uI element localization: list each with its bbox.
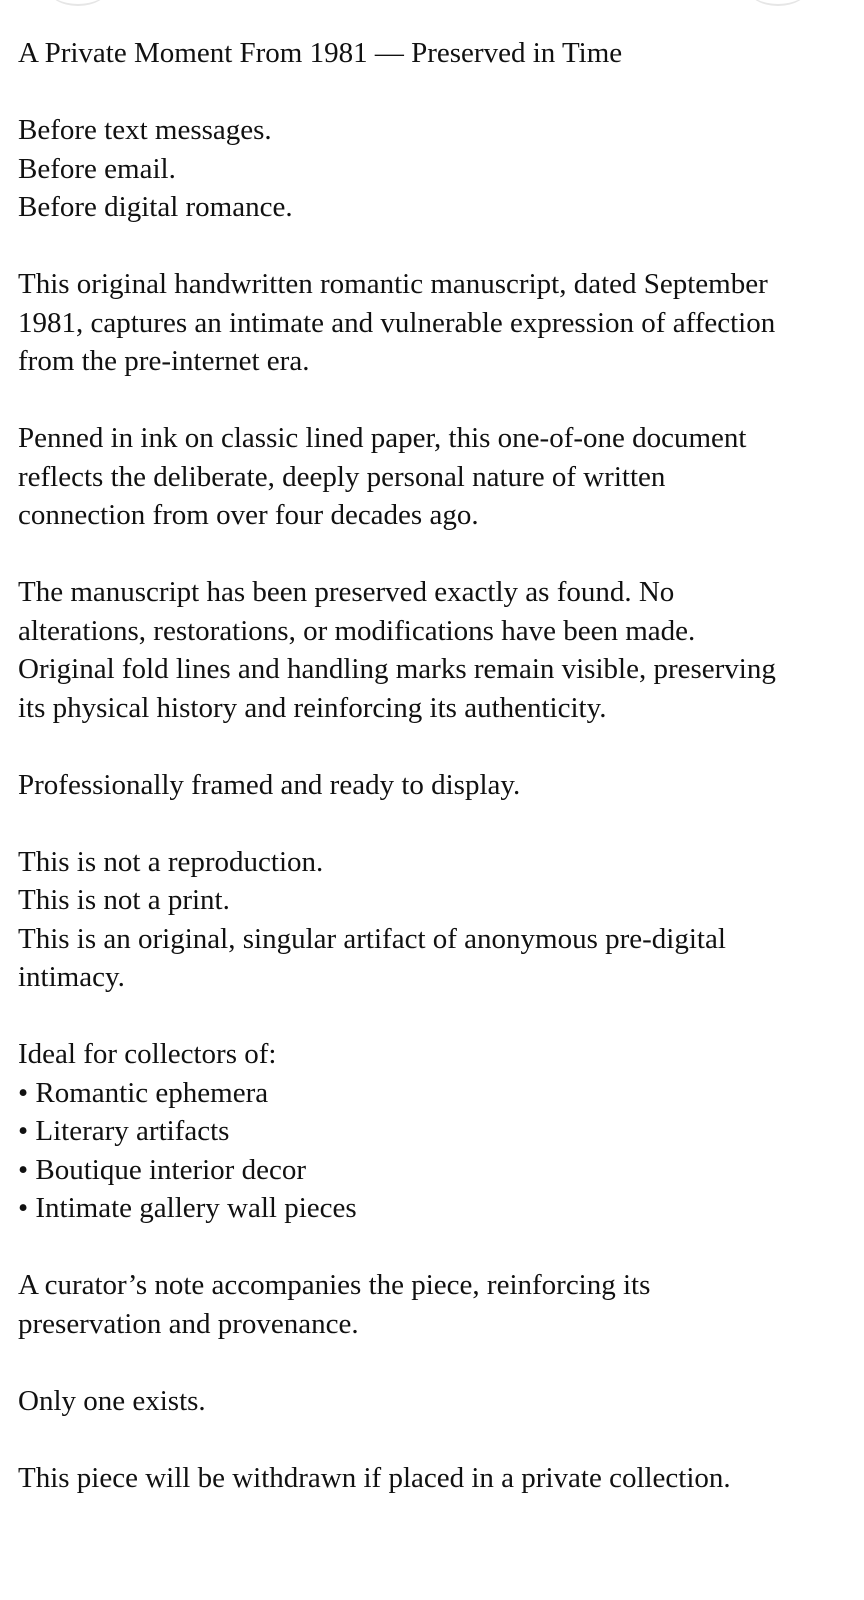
left-edge-arc [48,0,108,6]
spacer [18,804,848,843]
original-artifact-line: This is an original, singular artifact of anonymous pre-digital [18,922,726,955]
not-print-line: This is not a print. [18,884,230,916]
preserved-paragraph-line: The manuscript has been preserved exactly as found. No [18,576,675,608]
spacer [18,73,848,112]
ink-paragraph-line: reflects the deliberate, deeply personal nature of written [18,460,666,493]
not-reproduction-line: This is not a reproduction. [18,845,324,878]
spacer [18,727,848,766]
ink-paragraph-line: Penned in ink on classic lined paper, this one-of-one document [18,422,747,454]
curator-note-line: preservation and provenance. [18,1307,359,1340]
spacer [18,381,848,420]
framed-line: Professionally framed and ready to display. [18,768,521,801]
spacer [18,997,848,1036]
ink-paragraph-line: connection from over four decades ago. [18,499,479,531]
preserved-paragraph-line: its physical history and reinforcing its authenticity. [18,691,607,724]
curator-note-line: A curator’s note accompanies the piece, reinforcing its [18,1269,651,1301]
right-edge-arc [748,0,808,6]
top-edge-decoration [0,0,864,8]
intro-paragraph-line: from the pre-internet era. [18,345,310,377]
list-item: • Literary artifacts [18,1115,230,1147]
spacer [18,227,848,266]
list-item: • Intimate gallery wall pieces [18,1192,357,1224]
opening-line: Before digital romance. [18,191,293,223]
listing-description [18,34,848,1497]
spacer [18,535,848,574]
spacer [18,1228,848,1267]
list-item: • Romantic ephemera [18,1076,269,1109]
withdrawn-line: This piece will be withdrawn if placed in a private collection. [18,1461,731,1494]
preserved-paragraph-line: Original fold lines and handling marks remain visible, preserving [18,653,776,685]
spacer [18,1420,848,1459]
opening-line: Before email. [18,152,176,185]
list-item: • Boutique interior decor [18,1153,306,1186]
ideal-heading: Ideal for collectors of: [18,1038,277,1070]
original-artifact-line: intimacy. [18,961,125,993]
opening-line: Before text messages. [18,114,272,146]
intro-paragraph-line: 1981, captures an intimate and vulnerable expression of affection [18,306,776,339]
intro-paragraph-line: This original handwritten romantic manuscript, dated September [18,268,768,300]
preserved-paragraph-line: alterations, restorations, or modifications have been made. [18,614,696,647]
spacer [18,1343,848,1382]
listing-title: A Private Moment From 1981 — Preserved in Time [18,37,623,69]
only-one-line: Only one exists. [18,1384,206,1417]
